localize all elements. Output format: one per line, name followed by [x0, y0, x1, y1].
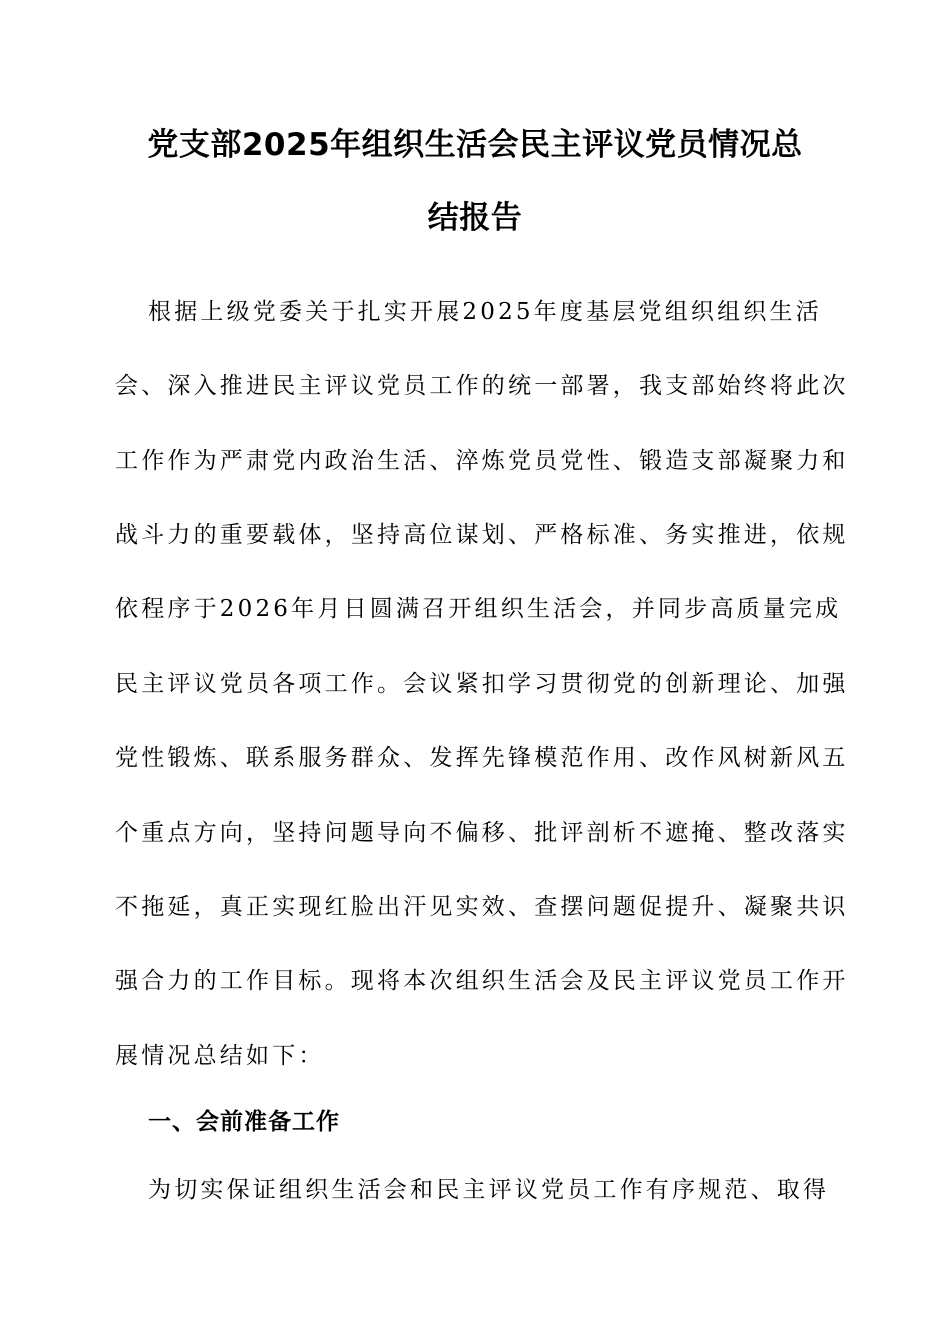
intro-paragraph-line: 展情况总结如下：	[115, 1043, 325, 1069]
section-heading-1: 一、会前准备工作	[148, 1109, 340, 1135]
intro-paragraph-line: 战斗力的重要载体，坚持高位谋划、严格标准、务实推进，依规	[115, 522, 849, 548]
document-title-line-1: 党支部2025年组织生活会民主评议党员情况总	[147, 127, 803, 163]
intro-paragraph-line: 强合力的工作目标。现将本次组织生活会及民主评议党员工作开	[115, 968, 849, 994]
intro-paragraph-line: 不拖延，真正实现红脸出汗见实效、查摆问题促提升、凝聚共识	[115, 894, 849, 920]
section-1-paragraph-line: 为切实保证组织生活会和民主评议党员工作有序规范、取得	[148, 1177, 830, 1203]
intro-paragraph-line: 党性锻炼、联系服务群众、发挥先锋模范作用、改作风树新风五	[115, 745, 849, 771]
document-title-line-2: 结报告	[427, 200, 523, 236]
intro-paragraph-line: 依程序于2026年月日圆满召开组织生活会，并同步高质量完成	[115, 596, 842, 622]
intro-paragraph-line: 民主评议党员各项工作。会议紧扣学习贯彻党的创新理论、加强	[115, 671, 849, 697]
intro-paragraph-line: 根据上级党委关于扎实开展2025年度基层党组织组织生活	[148, 299, 822, 325]
intro-paragraph-line: 工作作为严肃党内政治生活、淬炼党员党性、锻造支部凝聚力和	[115, 448, 849, 474]
intro-paragraph-line: 会、深入推进民主评议党员工作的统一部署，我支部始终将此次	[115, 373, 849, 399]
intro-paragraph-line: 个重点方向，坚持问题导向不偏移、批评剖析不遮掩、整改落实	[115, 820, 849, 846]
